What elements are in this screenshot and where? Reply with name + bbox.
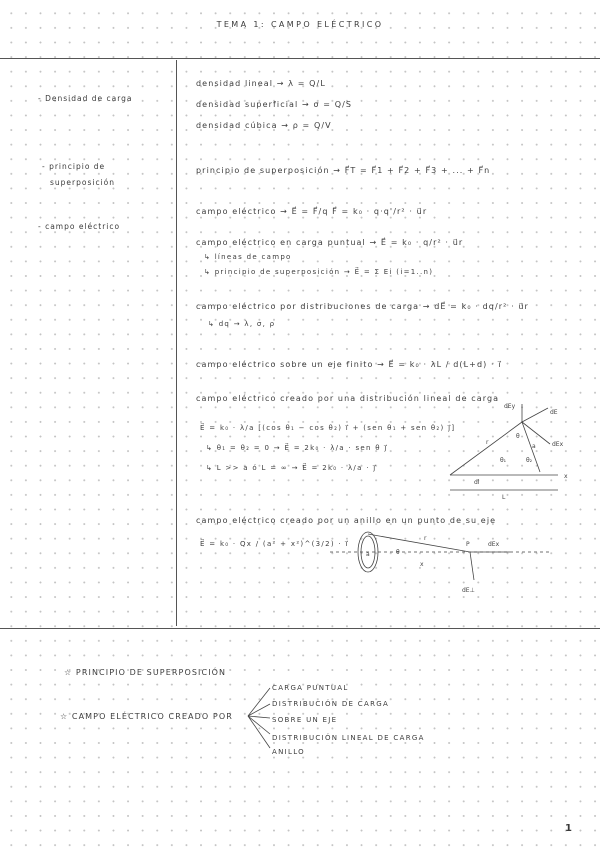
page-title: TEMA 1: CAMPO ELÉCTRICO [216, 20, 384, 29]
principio-superposicion-eq: principio de superposición → F⃗T = F⃗1 + F⃗2 + F⃗3 + ... + F⃗n [196, 166, 491, 175]
arrow-carga-puntual [248, 688, 270, 716]
header-divider [0, 58, 600, 59]
campo-lineal-caso1: ↳ θ₁ = θ₂ = 0 → E⃗ = 2k₀ · λ/a · sen θ j⃗ [206, 444, 388, 452]
topic-campo: - campo eléctrico [38, 222, 121, 231]
campo-dq: ↳ dq → λ, σ, ρ [208, 320, 276, 328]
ring-label-dEperp: dE⊥ [462, 587, 475, 594]
campo-puntual: campo eléctrico en carga puntual → E⃗ = k₀ · q/r² · u⃗r [196, 238, 464, 247]
vector-dEperp [470, 552, 474, 580]
branch-eje: SOBRE UN EJE [272, 716, 338, 724]
label-r: r [486, 439, 489, 446]
campo-superposicion: ↳ principio de superposición → E⃗ = Σ Ei (i=1..n) [204, 268, 434, 276]
arrow-eje [248, 716, 270, 718]
campo-definicion: campo eléctrico → E⃗ = F⃗/q F⃗ = k₀ · q·q'/r² · u⃗r [196, 207, 428, 216]
densidad-superficial: densidad superficial → σ = Q/S [196, 100, 353, 109]
densidad-lineal: densidad lineal → λ = Q/L [196, 79, 326, 88]
campo-lineal-caso2: ↳ L >> a ó L = ∞ → E⃗ = 2k₀ · λ/a · j⃗ [206, 464, 377, 472]
ring-r [368, 534, 470, 552]
star-icon: ☆ [60, 712, 72, 721]
label-theta2: θ₂ [526, 457, 533, 464]
branch-anillo: ANILLO [272, 748, 305, 756]
ring-label-dEx: dEx [488, 541, 500, 548]
ring-label-a: a [366, 551, 370, 558]
label-a: a [532, 443, 536, 450]
label-theta: θ [516, 433, 520, 440]
branch-distribucion: DISTRIBUCIÓN DE CARGA [272, 700, 390, 708]
label-x: x [564, 473, 568, 480]
triangle-edge [450, 422, 522, 475]
topic-densidad: - Densidad de carga [38, 94, 133, 103]
campo-lineal-eq: E⃗ = k₀ · λ/a [(cos θ₁ − cos θ₂) i⃗ + (sen θ₁ + sen θ₂) j⃗] [200, 424, 456, 432]
figure-anillo [320, 520, 560, 600]
label-dEx: dEx [552, 441, 564, 448]
summary-campo: ☆ CAMPO ELÉCTRICO CREADO POR [60, 712, 233, 721]
topic-principio-line1: - principio de [42, 162, 106, 171]
label-L: L [502, 494, 506, 500]
topic-principio-line2: superposición [50, 178, 116, 187]
label-dE: dE [550, 409, 558, 416]
campo-eje: campo eléctrico sobre un eje finito → E⃗ = k₀ · λL / d(L+d) · i⃗ [196, 360, 502, 369]
branch-lineal: DISTRIBUCIÓN LINEAL DE CARGA [272, 734, 425, 742]
section-divider [0, 628, 600, 629]
campo-distribuciones: campo eléctrico por distribuciones de carga → dE⃗ = k₀ · dq/r² · u⃗r [196, 302, 529, 311]
densidad-cubica: densidad cúbica → ρ = Q/V [196, 121, 332, 130]
vector-dE [522, 408, 548, 422]
label-theta1: θ₁ [500, 457, 507, 464]
arrow-distribucion [248, 704, 270, 716]
campo-lineas: ↳ líneas de campo [204, 253, 292, 261]
ring-label-theta: θ [396, 549, 400, 556]
arrow-anillo [248, 716, 270, 748]
summary-principio: ☆ PRINCIPIO DE SUPERPOSICIÓN [64, 668, 227, 677]
ring-label-r: r [424, 535, 427, 542]
campo-anillo-title: campo eléctrico creado por un anillo en un punto de su eje [196, 516, 497, 525]
ring-label-x: x [420, 561, 424, 568]
label-dl: dl [474, 479, 480, 486]
page-number: 1 [565, 823, 572, 834]
margin-divider [176, 60, 177, 626]
campo-lineal-title: campo eléctrico creado por una distribución lineal de carga [196, 394, 500, 403]
figure-distribucion-lineal [440, 400, 580, 500]
summary-branch-arrows [244, 684, 274, 754]
campo-anillo-eq: E⃗ = k₀ · Qx / (a² + x²)^(3/2) · i⃗ [200, 540, 349, 548]
branch-carga-puntual: CARGA PUNTUAL [272, 684, 349, 692]
star-icon: ☆ [64, 668, 76, 677]
label-dEy: dEy [504, 403, 516, 410]
ring-label-P: P [466, 541, 470, 548]
